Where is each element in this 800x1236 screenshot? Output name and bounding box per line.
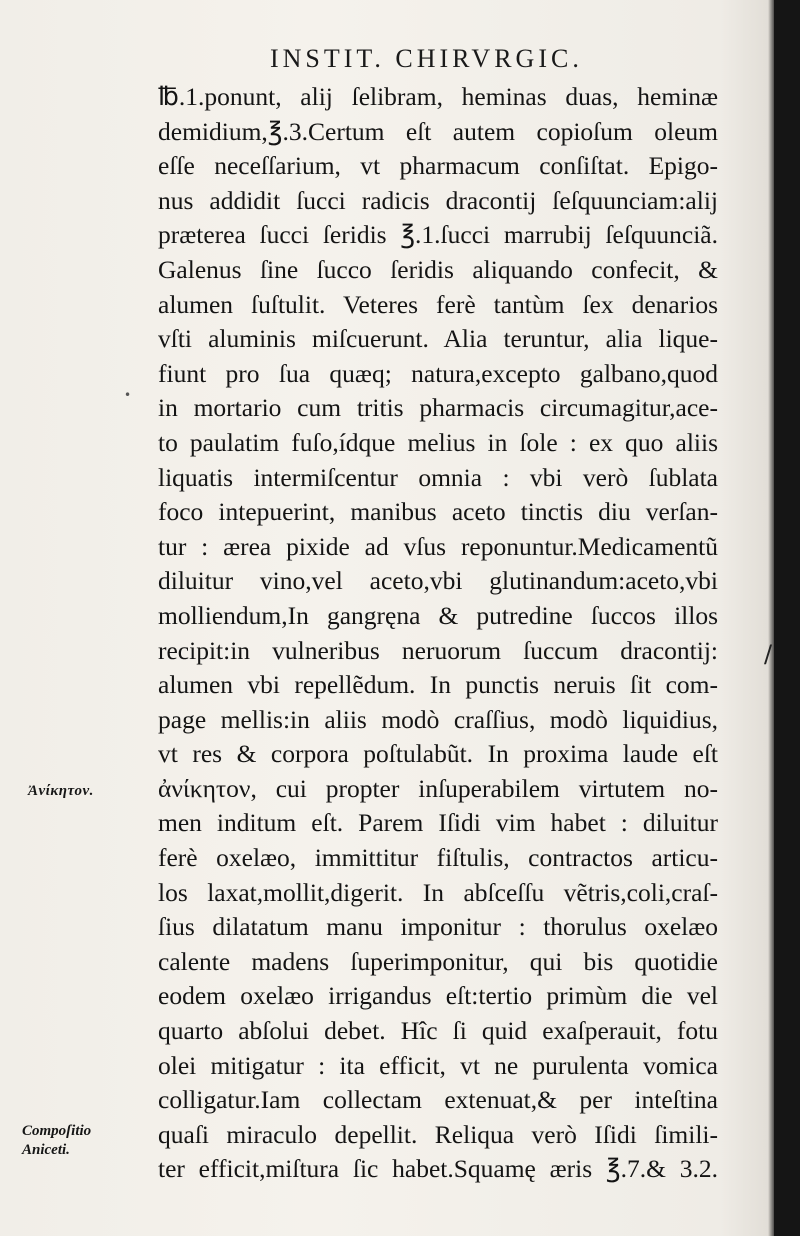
text-line: ter efficit,miſtura ſic habet.Squamę æris ℥.7.& 3.2.: [158, 1154, 718, 1184]
text-line: to paulatim fuſo,ídque melius in ſole : ex quo aliis: [158, 427, 718, 457]
margin-note-line: Compoſitio: [22, 1123, 92, 1139]
text-line: liquatis intermiſcentur omnia : vbi verò ſublata: [158, 462, 718, 492]
text-line: quarto abſolui debet. Hîc ſi quid exaſperauit, fotu: [158, 1016, 718, 1046]
text-line: nus addidit ſucci radicis dracontij ſeſquunciam:alij: [158, 185, 718, 215]
margin-note-compositio: [22, 1122, 91, 1160]
text-line: tur : ærea pixide ad vſus reponuntur.Medicamentũ: [158, 531, 718, 561]
text-line: calente madens ſuperimponitur, qui bis quotidie: [158, 946, 718, 976]
text-line: olei mitigatur : ita efficit, vt ne purulenta vomica: [158, 1050, 718, 1080]
text-line: diluitur vino,vel aceto,vbi glutinandum:aceto,vbi: [158, 566, 718, 596]
text-line: ferè oxelæo, immittitur fiſtulis, contractos articu-: [158, 843, 718, 873]
text-line: molliendum,In gangręna & putredine ſuccos illos: [158, 600, 718, 630]
margin-stroke-mark: /: [764, 640, 773, 668]
text-line: ſius dilatatum manu imponitur : thorulus oxelæo: [158, 912, 718, 942]
text-line: præterea ſucci ſeridis ℥.1.ſucci marrubij ſeſquunciã.: [158, 220, 718, 250]
body-text: [158, 80, 718, 1187]
text-line: page mellis:in aliis modò craſſius, modò liquidius,: [158, 704, 718, 734]
margin-speck-mark: •: [124, 388, 132, 402]
text-line: los laxat,mollit,digerit. In abſceſſu vẽtris,coli,craſ-: [158, 877, 718, 907]
margin-note-anicetum: Ἀνίκητον.: [28, 783, 94, 799]
text-line: quaſi miraculo depellit. Reliqua verò Iſidi ſimili-: [158, 1119, 718, 1149]
text-line: eodem oxelæo irrigandus eſt:tertio primùm die vel: [158, 981, 718, 1011]
text-line: ἀνίκητον, cui propter inſuperabilem virtutem no-: [158, 773, 718, 803]
text-line: Galenus ſine ſucco ſeridis aliquando confecit, &: [158, 254, 718, 284]
text-line: vſti aluminis miſcuerunt. Alia teruntur, alia lique-: [158, 324, 718, 354]
text-line: alumen vbi repellẽdum. In punctis neruis ſit com-: [158, 670, 718, 700]
text-line: ℔.1.ponunt, alij ſelibram, heminas duas, heminæ: [158, 82, 718, 111]
text-line: men inditum eſt. Parem Iſidi vim habet : diluitur: [158, 808, 718, 838]
text-line: colligatur.Iam collectam extenuat,& per inteſtina: [158, 1085, 718, 1115]
running-head: INSTIT. CHIRVRGIC.: [270, 44, 583, 73]
text-line: demidium,℥.3.Certum eſt autem copioſum oleum: [158, 116, 718, 146]
text-line: eſſe neceſſarium, vt pharmacum conſiſtat. Epigo-: [158, 151, 718, 181]
text-line: alumen ſuſtulit. Veteres ferè tantùm ſex denarios: [158, 289, 718, 319]
margin-note-line: Aniceti.: [22, 1142, 70, 1158]
text-line: vt res & corpora poſtulabũt. In proxima laude eſt: [158, 739, 718, 769]
text-line: fiunt pro ſua quæq; natura,excepto galbano,quod: [158, 358, 718, 388]
text-line: in mortario cum tritis pharmacis circumagitur,ace-: [158, 393, 718, 423]
text-line: recipit:in vulneribus neruorum ſuccum dracontij:: [158, 635, 718, 665]
text-line: foco intepuerint, manibus aceto tinctis diu verſan-: [158, 497, 718, 527]
book-spine-shadow: [774, 0, 800, 1236]
